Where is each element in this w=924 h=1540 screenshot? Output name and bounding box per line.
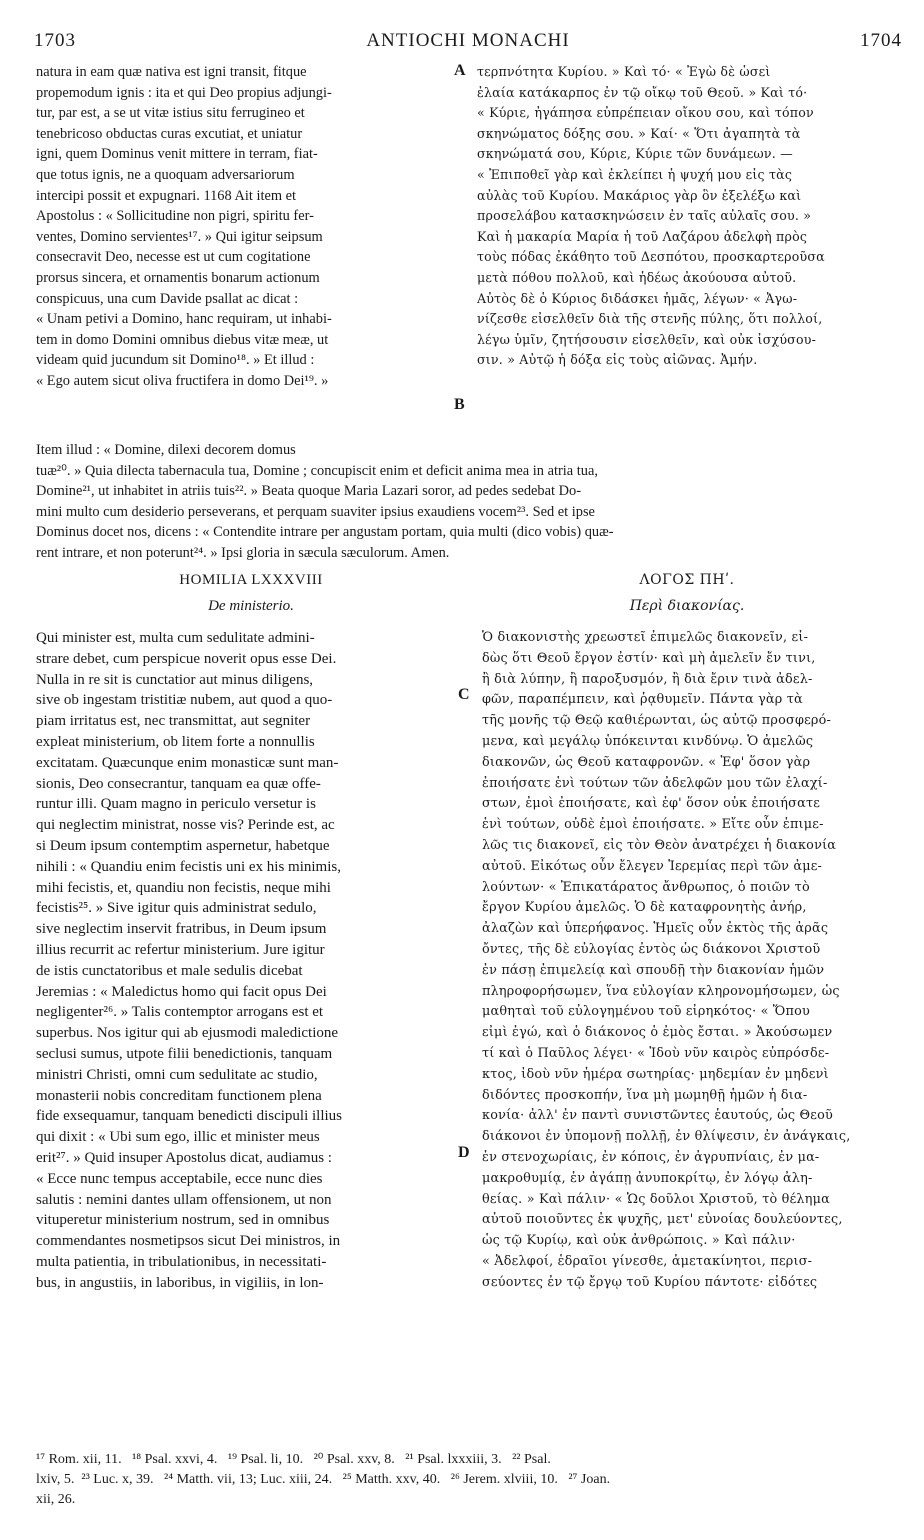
latin-homily-subtitle: De ministerio. bbox=[208, 598, 294, 614]
latin-text-top: natura in eam quæ nativa est igni transit, fitque propemodum ignis : ita et qui Deo propius adjungi- tur, par est, a se ut vitæ istius situ ferrugineo et tenebricoso obductas curas excutiat, et uniatur igni, quem Dominus venit mittere in terram, fiat- que totus ignis, ne a quoquam adversariorum intercipi possit et expugnari. 1168 Ait item et Apostolus : « Sollicitudine non pigri, spiritu fer- ventes, Domino servientes¹⁷. » Qui igitur seipsum consecravit Deo, necesse est ut cum cogitatione prorsus sincera, et ornamentis bonarum actionum conspicuus, una cum Davide psallat ac dicat : « Unam petivi a Domino, hanc requiram, ut inhabi- tem in domo Domini omnibus diebus vitæ meæ, ut videam quid jucundum sit Domino¹⁸. » Et illud : « Ego autem sicut oliva fructifera in domo Dei¹⁹. » bbox=[36, 64, 332, 389]
latin-homily-title: HOMILIA LXXXVIII bbox=[179, 572, 323, 588]
greek-text-top: τερπνότητα Κυρίου. » Καὶ τό· « Ἐγὼ δὲ ὡσεὶ ἐλαία κατάκαρπος ἐν τῷ οἴκῳ τοῦ Θεοῦ. » Καὶ τό· « Κύριε, ἠγάπησα εὐπρέπειαν οἴκου σου, καὶ τόπον σκηνώματος δόξης σου. » Καί· « Ὅτι ἀγαπητὰ τὰ σκηνώματά σου, Κύριε, Κύριε τῶν δυνάμεων. — « Ἐπιποθεῖ γὰρ καὶ ἐκλείπει ἡ ψυχή μου εἰς τὰς αὐλὰς τοῦ Κυρίου. Μακάριος γὰρ ὃν ἐξελέξω καὶ προσελάβου κατασκηνώσειν ἐν ταῖς αὐλαῖς σου. » Καὶ ἡ μακαρία Μαρία ἡ τοῦ Λαζάρου ἀδελφὴ πρὸς τοὺς πόδας ἐκάθητο τοῦ Δεσπότου, προσκαρτεροῦσα μετὰ πόθου πολλοῦ, καὶ ἡδέως ἀκούουσα αὐτοῦ. Αὐτὸς δὲ ὁ Κύριος διδάσκει ἡμᾶς, λέγων· « Ἀγω- νίζεσθε εἰσελθεῖν διὰ τῆς στενῆς πύλης, ὅτι πολλοί, λέγω ὑμῖν, ζητήσουσιν εἰσελθεῖν, καὶ οὐκ ἰσχύσου- σιν. » Αὐτῷ ἡ δόξα εἰς τοὺς αἰῶνας. Ἀμήν. bbox=[477, 64, 825, 368]
margin-marker-d: D bbox=[458, 1144, 470, 1161]
greek-text-bottom: Ὁ διακονιστὴς χρεωστεῖ ἐπιμελῶς διακονεῖν, εἰ- δὼς ὅτι Θεοῦ ἔργον ἐστίν· καὶ μὴ ἀμελεῖν ἔν τινι, ἢ διὰ λύπην, ἢ παροξυσμόν, ἢ διὰ ἔριν τινὰ ἀδελ- φῶν, παραπέμπειν, καὶ ῥᾳθυμεῖν. Πάντα γὰρ τὰ τῆς μονῆς τῷ Θεῷ καθιέρωνται, ὡς αὐτῷ προσφερό- μενα, καὶ μεγάλῳ ὑπόκεινται κινδύνῳ. Ὁ ἀμελῶς διακονῶν, ὡς Θεοῦ καταφρονῶν. « Ἐφ' ὅσον γὰρ ἐποιήσατε ἑνὶ τούτων τῶν ἀδελφῶν μου τῶν ἐλαχί- στων, ἐμοὶ ἐποιήσατε, καὶ ἐφ' ὅσον οὐκ ἐποιήσατε ἑνὶ τούτων, οὐδὲ ἐμοὶ ἐποιήσατε. » Εἴτε οὖν ἐπιμε- λῶς τις διακονεῖ, εἰς τὸν Θεὸν ἀνατρέχει ἡ διακονία αὐτοῦ. Εἰκότως οὖν ἔλεγεν Ἱερεμίας περὶ τῶν ἀμε- λούντων· « Ἐπικατάρατος ἄνθρωπος, ὁ ποιῶν τὸ ἔργον Κυρίου ἀμελῶς. Ὁ δὲ καταφρονητὴς ἀνήρ, ἀλαζὼν καὶ ὑπερήφανος. Ἡμεῖς οὖν ἐκτὸς τῆς ἀρᾶς ὄντες, τῆς δὲ εὐλογίας ἐντὸς ὡς διάκονοι Χριστοῦ ἐν πάσῃ ἐπιμελείᾳ καὶ σπουδῇ τὴν διακονίαν ἡμῶν πληροφορήσωμεν, ἵνα εὐλογίαν κληρονομήσωμεν, ὡς μαθηταὶ τοῦ εὐλογημένου τοῦ εἰρηκότος· « Ὅπου εἰμὶ ἐγώ, καὶ ὁ διάκονος ὁ ἐμὸς ἔσται. » Ἀκούσωμεν τί καὶ ὁ Παῦλος λέγει· « Ἰδοὺ νῦν καιρὸς εὐπρόσδε- κτος, ἰδοὺ νῦν ἡμέρα σωτηρίας· μηδεμίαν ἐν μηδενὶ διδόντες προσκοπήν, ἵνα μὴ μωμηθῇ ἡμῶν ἡ δια- κονία· ἀλλ' ἐν παντὶ συνιστῶντες ἑαυτούς, ὡς Θεοῦ διάκονοι ἐν ὑπομονῇ πολλῇ, ἐν θλίψεσιν, ἐν ἀνάγκαις, ἐν στενοχωρίαις, ἐν κόποις, ἐν ἀγρυπνίαις, ἐν μα- μακροθυμίᾳ, ἐν ἀγάπῃ ἀνυποκρίτῳ, ἐν λόγῳ ἀλη- θείας. » Καὶ πάλιν· « Ὡς δοῦλοι Χριστοῦ, τὸ θέλημα αὐτοῦ ποιοῦντες ἐκ ψυχῆς, μετ' εὐνοίας δουλεύοντες, ὡς τῷ Κυρίῳ, καὶ οὐκ ἀνθρώποις. » Καὶ πάλιν· « Ἀδελφοί, ἑδραῖοι γίνεσθε, ἀμετακίνητοι, περισ- σεύοντες ἐν τῷ ἔργῳ τοῦ Κυρίου πάντοτε· εἰδότες bbox=[482, 630, 851, 1290]
margin-marker-b: B bbox=[454, 396, 465, 413]
greek-homily-title: ΛΟΓΟΣ ΠΗʹ. bbox=[639, 572, 735, 588]
latin-text-bottom: Qui minister est, multa cum sedulitate admini- strare debet, cum perspicue noverit opus esse Dei. Nulla in re sit is cunctatior aut minus diligens, sive ob ingestam tristitiæ nubem, aut quod a quo- piam irritatus est, nec transmittat, aut segniter expleat ministerium, ob litem forte a nonnullis excitatam. Quæcunque enim monasticæ sunt man- sionis, Deo consecrantur, tanquam ea quæ offe- runtur illi. Quam magno in periculo versetur is qui neglectim ministrat, nosse vis? Perinde est, ac si Deum ipsum contemptim aspernetur, habetque nihili : « Quandiu enim fecistis uni ex his minimis, mihi fecistis, et, quandiu non fecistis, neque mihi fecistis²⁵. » Sive igitur quis administrat sedulo, sive neglectim inservit fratribus, in Deum ipsum illius recurrit ac refertur ministerium. Jure igitur de istis cunctatoribus et male sedulis dicebat Jeremias : « Maledictus homo qui facit opus Dei negligenter²⁶. » Talis contemptor arrogans est et superbus. Nos igitur qui ab ejusmodi maledictione seclusi sumus, utpote filii benedictionis, tanquam ministri Christi, omni cum sedulitate ac studio, monasterii nobis concreditam functionem plena fide exsequamur, tanquam benedicti discipuli illius qui dixit : « Ubi sum ego, illic et minister meus erit²⁷. » Quid insuper Apostolus dicat, audiamus : « Ecce nunc tempus acceptabile, ecce nunc dies salutis : nemini dantes ullam offensionem, ut non vituperetur ministerium nostrum, sed in omnibus commendantes nosmetipsos sicut Dei ministros, in multa patientia, in tribulationibus, in necessitati- bus, in angustiis, in laboribus, in vigiliis, in lon- bbox=[36, 630, 342, 1291]
left-column-number: 1703 bbox=[34, 30, 76, 51]
margin-marker-c: C bbox=[458, 686, 470, 703]
footnotes: ¹⁷ Rom. xii, 11. ¹⁸ Psal. xxvi, 4. ¹⁹ Psal. li, 10. ²⁰ Psal. xxv, 8. ²¹ Psal. lxxxiii, 3. ²² Psal. lxiv, 5. ²³ Luc. x, 39. ²⁴ Matth. vii, 13; Luc. xiii, 24. ²⁵ Matth. xxv, 40. ²⁶ Jerem. xlviii, 10. ²⁷ Joan. xii, 26. bbox=[36, 1452, 611, 1506]
running-title: ANTIOCHI MONACHI bbox=[366, 30, 570, 51]
latin-text-fullwidth: Item illud : « Domine, dilexi decorem domus tuæ²⁰. » Quia dilecta tabernacula tua, Domine ; concupiscit enim et deficit anima mea in atria tua, Domine²¹, ut inhabitet in atriis tuis²². » Beata quoque Maria Lazari soror, ad pedes sedebat Do- mini multo cum desiderio perseverans, et perquam suaviter ipsius exaudiens vocem²³. Sed et ipse Dominus docet nos, dicens : « Contendite intrare per angustam portam, quia multi (dico vobis) quæ- rent intrare, et non poterunt²⁴. » Ipsi gloria in sæcula sæculorum. Amen. bbox=[36, 442, 614, 561]
running-header bbox=[34, 30, 902, 58]
margin-marker-a: A bbox=[454, 62, 466, 79]
right-column-number: 1704 bbox=[860, 30, 902, 51]
greek-homily-subtitle: Περὶ διακονίας. bbox=[629, 598, 745, 614]
